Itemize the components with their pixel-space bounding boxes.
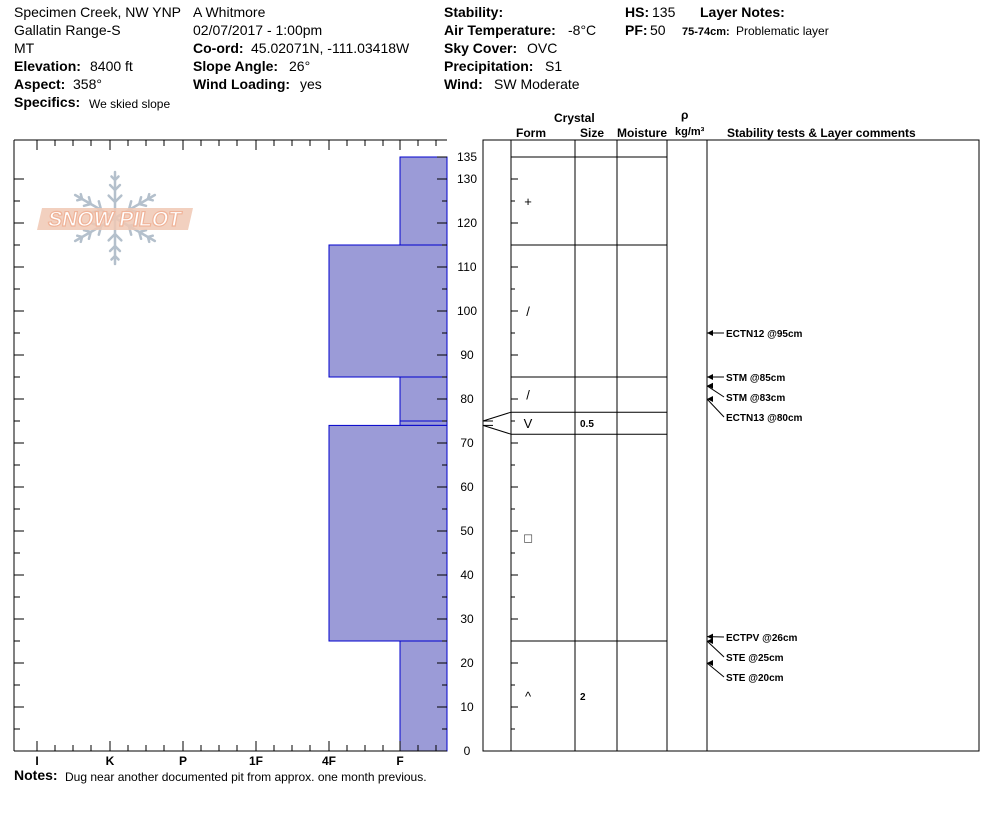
test-leader-6: [707, 663, 724, 677]
slope-label: Slope Angle:: [193, 58, 279, 74]
hardness-layer-4: [329, 425, 447, 641]
crystal-form-1: /: [526, 304, 530, 319]
crystal-size-5: 2: [580, 692, 586, 703]
test-arrow-5: [707, 638, 713, 644]
test-label-0: ECTN12 @95cm: [726, 329, 803, 340]
specifics-label: Specifics:: [14, 94, 81, 110]
snowflake-branch: [77, 199, 82, 200]
notes-text: Dug near another documented pit from approx. one month previous.: [65, 770, 427, 784]
hardness-label-I: I: [35, 754, 39, 768]
layer-note-text: Problematic layer: [736, 24, 829, 38]
snowflake-branch: [148, 236, 153, 237]
depth-label-135: 135: [456, 150, 478, 164]
aspect-label: Aspect:: [14, 76, 66, 92]
snowflake-branch: [89, 232, 91, 239]
snowflake-branch: [84, 204, 91, 206]
pf-label: PF:: [625, 22, 648, 38]
hardness-layers: [329, 157, 447, 751]
test-label-4: ECTPV @26cm: [726, 633, 798, 644]
depth-label-120: 120: [456, 216, 478, 230]
air-temp-value: -8°C: [568, 22, 597, 38]
hardness-label-1F: 1F: [248, 754, 264, 768]
wind-loading-value: yes: [300, 76, 322, 92]
size-header: Size: [580, 126, 605, 140]
stability-tests: [707, 329, 803, 684]
wind-value: SW Moderate: [494, 76, 580, 92]
hardness-label-K: K: [105, 754, 115, 768]
snowflake-branch: [81, 237, 82, 242]
depth-label-50: 50: [460, 524, 474, 538]
density-unit-header: kg/m³: [675, 126, 705, 138]
crystal-form-5: ^: [524, 689, 532, 704]
hardness-label-F: F: [396, 754, 404, 768]
depth-label-30: 30: [460, 612, 474, 626]
test-label-6: STE @20cm: [726, 673, 784, 684]
wind-loading-label: Wind Loading:: [193, 76, 291, 92]
sky-cover-label: Sky Cover:: [444, 40, 518, 56]
elevation-label: Elevation:: [14, 58, 81, 74]
depth-label-20: 20: [460, 656, 474, 670]
hardness-layer-1: [329, 245, 447, 377]
pf-value: 50: [650, 22, 666, 38]
depth-label-40: 40: [460, 568, 474, 582]
elevation-value: 8400 ft: [90, 58, 133, 74]
test-arrow-0: [707, 330, 713, 336]
test-leader-5: [707, 641, 724, 657]
test-leader-3: [707, 399, 724, 417]
comments-header: Stability tests & Layer comments: [727, 126, 916, 140]
layer-note-depth: 75-74cm:: [682, 26, 730, 38]
map-line-bottom: [483, 425, 511, 434]
crystal-form-0: +: [524, 194, 532, 209]
test-arrow-3: [707, 396, 713, 402]
depth-label-10: 10: [460, 700, 474, 714]
test-arrow-1: [707, 374, 713, 380]
depth-label-100: 100: [456, 304, 478, 318]
datetime: 02/07/2017 - 1:00pm: [193, 22, 323, 38]
precip-label: Precipitation:: [444, 58, 534, 74]
test-label-1: STM @85cm: [726, 373, 786, 384]
crystal-form-2: /: [526, 387, 530, 403]
aspect-value: 358°: [73, 76, 102, 92]
snowflake-branch: [148, 194, 149, 199]
specifics-value: We skied slope: [89, 97, 171, 111]
notes-label: Notes:: [14, 767, 58, 783]
range: Gallatin Range-S: [14, 22, 121, 38]
coord-label: Co-ord:: [193, 40, 244, 56]
snowflake-branch: [139, 197, 141, 204]
depth-label-70: 70: [460, 436, 474, 450]
hardness-layer-3: [400, 421, 447, 425]
moisture-header: Moisture: [617, 126, 668, 140]
hs-label: HS:: [625, 4, 650, 20]
test-label-5: STE @25cm: [726, 653, 784, 664]
layer-notes-label: Layer Notes:: [700, 4, 785, 20]
test-leader-2: [707, 386, 724, 397]
slope-value: 26°: [289, 58, 311, 74]
location: Specimen Creek, NW YNP: [14, 4, 182, 20]
stability-label: Stability:: [444, 4, 504, 20]
crystal-form-4: □: [524, 530, 532, 546]
sky-cover-value: OVC: [527, 40, 558, 56]
wind-label: Wind:: [444, 76, 483, 92]
depth-label-110: 110: [457, 260, 477, 274]
state: MT: [14, 40, 35, 56]
hardness-label-4F: 4F: [321, 754, 337, 768]
snowpilot-logo: [37, 172, 193, 264]
crystal-size-3: 0.5: [580, 419, 594, 431]
observer: A Whitmore: [193, 4, 266, 20]
depth-label-80: 80: [460, 392, 474, 406]
hardness-layer-0: [400, 157, 447, 245]
map-line-top: [483, 412, 511, 421]
rho-header: ρ: [681, 108, 689, 122]
depth-label-0: 0: [463, 744, 471, 758]
air-temp-label: Air Temperature:: [444, 22, 556, 38]
hs-value: 135: [652, 4, 676, 20]
hardness-label-P: P: [178, 754, 188, 768]
hardness-layer-5: [400, 641, 447, 751]
crystal-form-3: V: [523, 416, 533, 432]
coord-value: 45.02071N, -111.03418W: [251, 40, 410, 56]
crystal-header: Crystal: [554, 111, 595, 125]
depth-label-130: 130: [456, 172, 478, 186]
precip-value: S1: [545, 58, 563, 74]
depth-label-60: 60: [460, 480, 474, 494]
form-header: Form: [516, 126, 546, 140]
test-label-2: STM @83cm: [726, 393, 786, 404]
snowpilot-logo-text: SNOW PILOT: [46, 208, 184, 231]
depth-label-90: 90: [460, 348, 474, 362]
test-label-3: ECTN13 @80cm: [726, 413, 803, 424]
